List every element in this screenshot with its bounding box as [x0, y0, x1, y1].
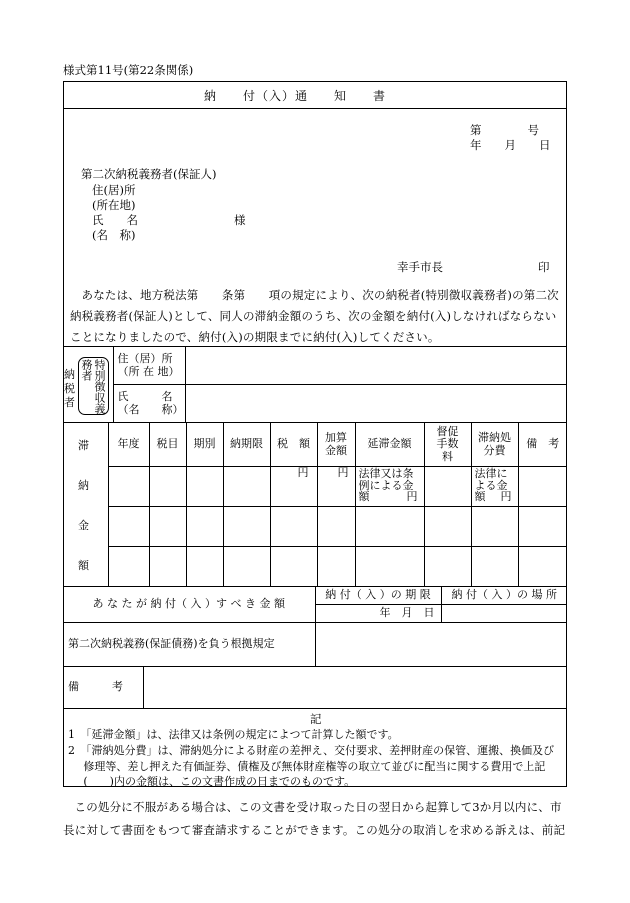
- delinquency-side-4: 額: [78, 559, 89, 572]
- late-charge-note: 法律又は条例による金額: [358, 467, 414, 503]
- form-title: 納 付（入）通 知 書: [204, 89, 387, 103]
- delinquency-side-3: 金: [78, 519, 89, 532]
- doc-date: 年 月 日: [470, 138, 551, 152]
- special-collector-label: 特別徴収義務者: [80, 359, 106, 414]
- addressee-name-label: 氏 名: [92, 213, 138, 227]
- taxpayer-location-label: （所 在 地）: [117, 364, 180, 378]
- col-due-date: 納期限: [223, 423, 270, 467]
- col-fiscal-year: 年度: [108, 423, 149, 467]
- delinquency-table: [63, 422, 567, 587]
- basis-label: 第二次納税義務(保証債務)を負う根拠規定: [63, 623, 315, 667]
- col-tax-amount: 税 額: [270, 423, 317, 467]
- additional-yen-unit: 円: [317, 467, 355, 507]
- basis-field: [315, 623, 567, 667]
- taxpayer-corp-label: （名 称）: [117, 402, 184, 416]
- basis-table: [63, 622, 567, 667]
- addressee-sama: 様: [234, 213, 246, 227]
- deadline-label: 納 付（ 入 ）の 期 限: [315, 587, 441, 605]
- remarks-label: 備 考: [63, 667, 143, 709]
- notice-form: [63, 81, 567, 787]
- taxpayer-address-label-cell: [113, 347, 185, 385]
- delinquency-side-1: 滞: [78, 439, 89, 452]
- notes-heading: 記: [310, 712, 322, 726]
- col-tax-item: 税目: [149, 423, 186, 467]
- mayor-title: 幸手市長: [397, 260, 443, 274]
- delinquency-side-cell: [63, 423, 108, 587]
- note-item-2: 2 「滞納処分費」は、滞納処分による財産の差押え、交付要求、差押財産の保管、運搬、換価及び修理等、差し押えた有価証券、債権及び無体財産権等の取立て並びに配当に関する費用で上記( )内の金額は、この文書作成の日までのものです。: [68, 744, 555, 788]
- taxpayer-table: [63, 346, 567, 423]
- taxpayer-name-label-cell: [113, 385, 185, 423]
- body-paragraph: あなたは、地方税法第 条第 項の規定により、次の納税者(特別徴収義務者)の第二次納税義務者(保証人)として、同人の滞納金額のうち、次の金額を納付(入)しなければならないことになりましたので、納付(入)の期限までに納付(入)してください。: [70, 288, 559, 344]
- place-field: [441, 605, 567, 623]
- tax-yen-unit: 円: [270, 467, 317, 507]
- remarks-table: [63, 666, 567, 709]
- taxpayer-side-label: [63, 347, 113, 423]
- addressee-corp-label: (名 称): [92, 228, 136, 242]
- form-id: 様式第11号(第22条関係): [63, 63, 194, 77]
- doc-number: 第 号: [470, 123, 539, 137]
- disposition-cost-note: 法律による金額: [474, 467, 508, 503]
- taxpayer-label: 納税者: [64, 368, 75, 409]
- taxpayer-address-field: [185, 347, 567, 385]
- appeal-paragraph: この処分に不服がある場合は、この文書を受け取った日の翌日から起算して3か月以内に、市長に対して書面をもつて審査請求することができます。この処分の取消しを求める訴えは、前記: [63, 800, 566, 837]
- col-disposition-cost: 滞納処分費: [471, 423, 518, 467]
- late-charge-yen-unit: 円: [406, 490, 418, 503]
- col-period: 期別: [186, 423, 223, 467]
- place-label: 納 付（ 入 ）の 場 所: [441, 587, 567, 605]
- seal-mark: 印: [538, 260, 550, 274]
- taxpayer-address-label: 住（居）所: [117, 351, 173, 365]
- note-item-1: 1 「延滞金額」は、法律又は条例の規定によつて計算した額です。: [68, 728, 399, 741]
- addressee-location-label: (所在地): [92, 198, 136, 212]
- taxpayer-name-label: 氏 名: [117, 389, 173, 403]
- delinquency-side-2: 納: [78, 479, 89, 492]
- addressee-address-label: 住(居)所: [92, 183, 136, 197]
- payment-table: [63, 586, 567, 623]
- deadline-date: 年 月 日: [315, 605, 441, 623]
- col-late-charge: 延滞金額: [355, 423, 424, 467]
- col-remarks: 備 考: [518, 423, 567, 467]
- remarks-field: [143, 667, 567, 709]
- addressee-heading: 第二次納税義務者(保証人): [81, 167, 217, 181]
- col-reminder-fee: 督促手数料: [424, 423, 471, 467]
- late-charge-cell: [355, 467, 424, 507]
- taxpayer-name-field: [185, 385, 567, 423]
- col-additional: 加算金額: [317, 423, 355, 467]
- amount-due-label: あ な た が 納 付（ 入 ）す べ き 金 額: [63, 587, 315, 623]
- disposition-cost-cell: [471, 467, 518, 507]
- disposition-yen-unit: 円: [500, 490, 512, 503]
